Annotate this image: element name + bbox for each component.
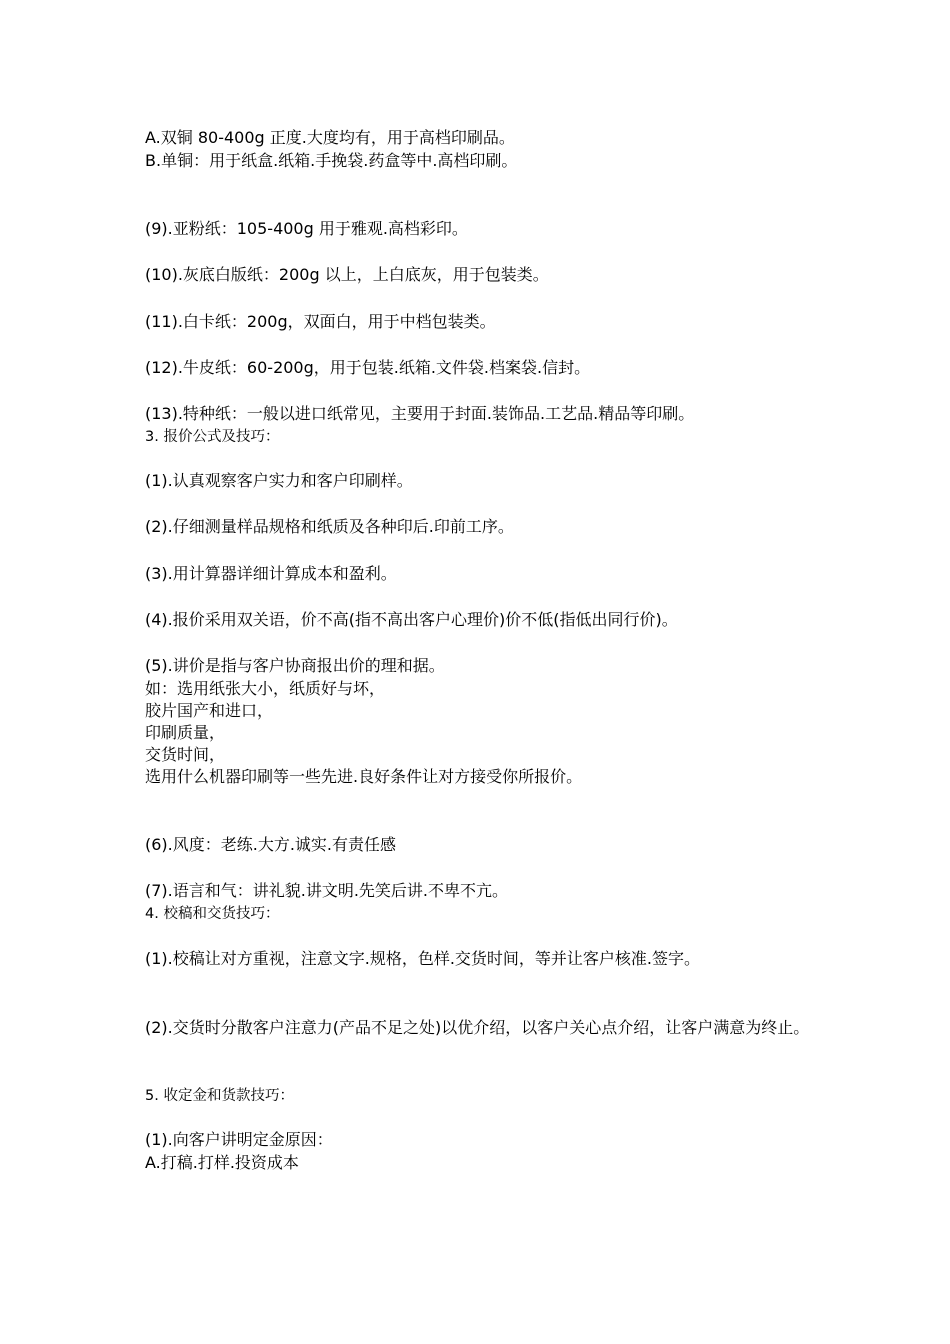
paragraph-deposit-a: A.打稿.打样.投资成本: [145, 1153, 299, 1172]
section-heading-3: 3. 报价公式及技巧：: [145, 429, 280, 445]
section-heading-5: 5. 收定金和货款技巧：: [145, 1088, 294, 1104]
paragraph-example-5: 选用什么机器印刷等一些先进.良好条件让对方接受你所报价。: [145, 767, 583, 786]
paragraph-example-4: 交货时间，: [145, 745, 226, 764]
paragraph-item-13: (13).特种纸：一般以进口纸常见，主要用于封面.装饰品.工艺品.精品等印刷。: [145, 404, 695, 423]
paragraph-example-1: 如：选用纸张大小，纸质好与坏，: [145, 679, 386, 698]
paragraph-item-11: (11).白卡纸：200g，双面白，用于中档包装类。: [145, 312, 496, 331]
section-heading-4: 4. 校稿和交货技巧：: [145, 906, 280, 922]
paragraph-quote-1: (1).认真观察客户实力和客户印刷样。: [145, 471, 413, 490]
paragraph-coated-single: B.单铜：用于纸盒.纸箱.手挽袋.药盒等中.高档印刷。: [145, 151, 518, 170]
paragraph-quote-6: (6).风度：老练.大方.诚实.有责任感: [145, 835, 397, 854]
paragraph-example-3: 印刷质量，: [145, 723, 226, 742]
paragraph-coated-double: A.双铜 80-400g 正度.大度均有，用于高档印刷品。: [145, 128, 515, 147]
paragraph-example-2: 胶片国产和进口，: [145, 701, 274, 720]
paragraph-quote-3: (3).用计算器详细计算成本和盈利。: [145, 564, 397, 583]
paragraph-deposit-1: (1).向客户讲明定金原因：: [145, 1130, 333, 1149]
paragraph-quote-2: (2).仔细测量样品规格和纸质及各种印后.印前工序。: [145, 517, 514, 536]
paragraph-quote-4: (4).报价采用双关语，价不高(指不高出客户心理价)价不低(指低出同行价)。: [145, 610, 678, 629]
paragraph-item-9: (9).亚粉纸：105-400g 用于雅观.高档彩印。: [145, 219, 468, 238]
paragraph-quote-7: (7).语言和气：讲礼貌.讲文明.先笑后讲.不卑不亢。: [145, 881, 509, 900]
paragraph-proof-2: (2).交货时分散客户注意力(产品不足之处)以优介绍，以客户关心点介绍，让客户满意为终止。: [145, 1018, 810, 1037]
paragraph-quote-5: (5).讲价是指与客户协商报出价的理和据。: [145, 656, 445, 675]
paragraph-item-10: (10).灰底白版纸：200g 以上，上白底灰，用于包装类。: [145, 265, 549, 284]
paragraph-item-12: (12).牛皮纸：60-200g，用于包装.纸箱.文件袋.档案袋.信封。: [145, 358, 591, 377]
paragraph-proof-1: (1).校稿让对方重视，注意文字.规格，色样.交货时间，等并让客户核准.签字。: [145, 949, 701, 968]
